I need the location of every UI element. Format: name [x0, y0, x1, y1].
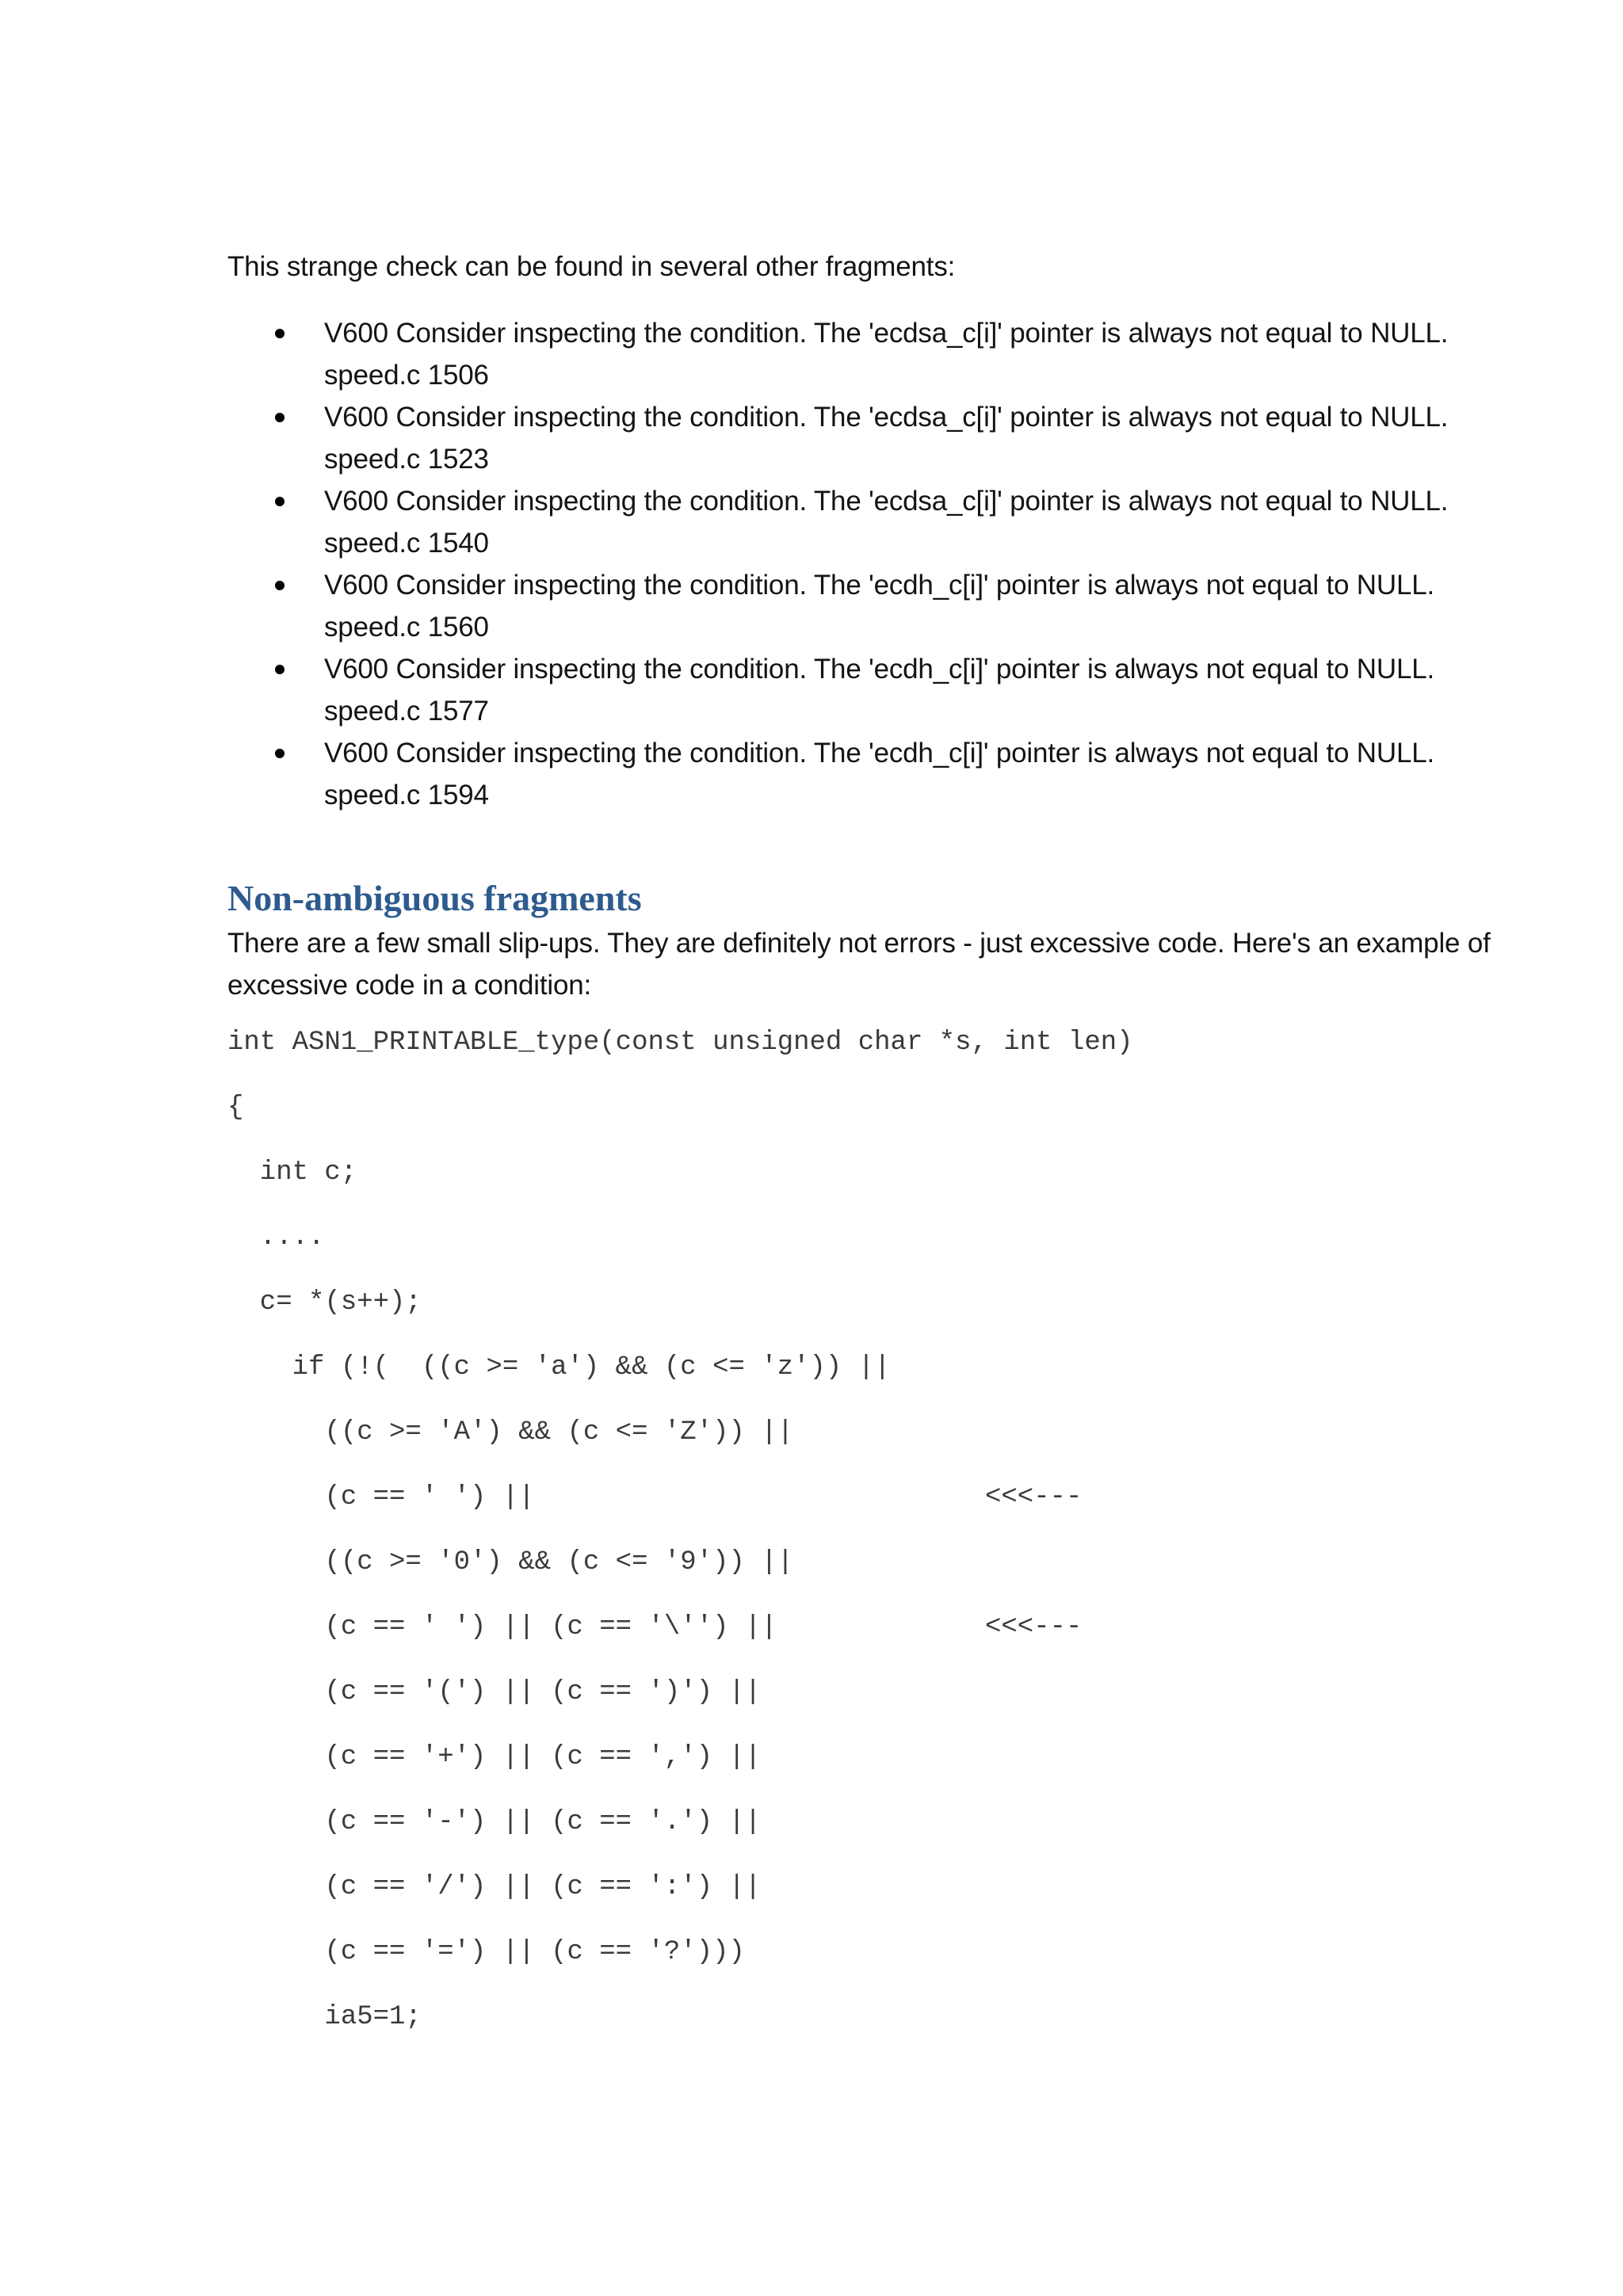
code-line: { [227, 1093, 244, 1123]
list-item-text: V600 Consider inspecting the condition. The 'ecdh_c[i]' pointer is always not equal to NULL. speed.c 1577 [324, 654, 1434, 727]
section-heading: Non-ambiguous fragments [227, 878, 642, 918]
list-item [227, 480, 1527, 564]
intro-text: This strange check can be found in several other fragments: [227, 251, 956, 282]
code-line: if (!( ((c >= 'a') && (c <= 'z')) || [227, 1352, 891, 1383]
bullet-icon [275, 665, 285, 674]
list-item [227, 648, 1527, 732]
code-line: int ASN1_PRINTABLE_type(const unsigned char *s, int len) [227, 1028, 1133, 1058]
list-item-text: V600 Consider inspecting the condition. The 'ecdh_c[i]' pointer is always not equal to NULL. speed.c 1594 [324, 738, 1434, 810]
bullet-icon [275, 329, 285, 338]
code-line: c= *(s++); [227, 1287, 422, 1318]
list-item-text: V600 Consider inspecting the condition. The 'ecdh_c[i]' pointer is always not equal to NULL. speed.c 1560 [324, 570, 1434, 643]
section-paragraph: There are a few small slip-ups. They are definitely not errors - just excessive code. Here's an example of excessive code in a condition: [227, 928, 1491, 1001]
list-item-text: V600 Consider inspecting the condition. The 'ecdsa_c[i]' pointer is always not equal to NULL. speed.c 1523 [324, 402, 1449, 475]
code-line [227, 1610, 1527, 1675]
code-line: .... [227, 1222, 325, 1253]
list-item-text: V600 Consider inspecting the condition. The 'ecdsa_c[i]' pointer is always not equal to NULL. speed.c 1540 [324, 486, 1449, 559]
arrow-marker: <<<--- [985, 1612, 1083, 1642]
bullet-icon [275, 413, 285, 422]
list-item [227, 396, 1527, 480]
bullet-icon [275, 749, 285, 758]
code-line: ia5=1; [227, 2002, 422, 2032]
code-line-text: (c == ' ') || [227, 1482, 535, 1512]
code-line: (c == '(') || (c == ')') || [227, 1677, 762, 1707]
bullet-icon [275, 581, 285, 590]
code-line: int c; [227, 1158, 357, 1188]
code-line: ((c >= 'A') && (c <= 'Z')) || [227, 1417, 794, 1447]
warning-list [227, 312, 1527, 816]
code-line: ((c >= '0') && (c <= '9')) || [227, 1547, 794, 1577]
page-content [227, 246, 1527, 2065]
code-line-text: (c == ' ') || (c == '\'') || [227, 1612, 777, 1642]
list-item [227, 564, 1527, 648]
arrow-marker: <<<--- [985, 1482, 1083, 1512]
list-item [227, 312, 1527, 396]
code-line: (c == '=') || (c == '?'))) [227, 1937, 745, 1967]
code-line [227, 1480, 1527, 1545]
code-block [227, 1025, 1527, 2065]
list-item-text: V600 Consider inspecting the condition. The 'ecdsa_c[i]' pointer is always not equal to NULL. speed.c 1506 [324, 318, 1449, 391]
code-line: (c == '/') || (c == ':') || [227, 1872, 762, 1902]
code-line: (c == '+') || (c == ',') || [227, 1742, 762, 1772]
code-line: (c == '-') || (c == '.') || [227, 1807, 762, 1837]
list-item [227, 732, 1527, 816]
bullet-icon [275, 497, 285, 506]
